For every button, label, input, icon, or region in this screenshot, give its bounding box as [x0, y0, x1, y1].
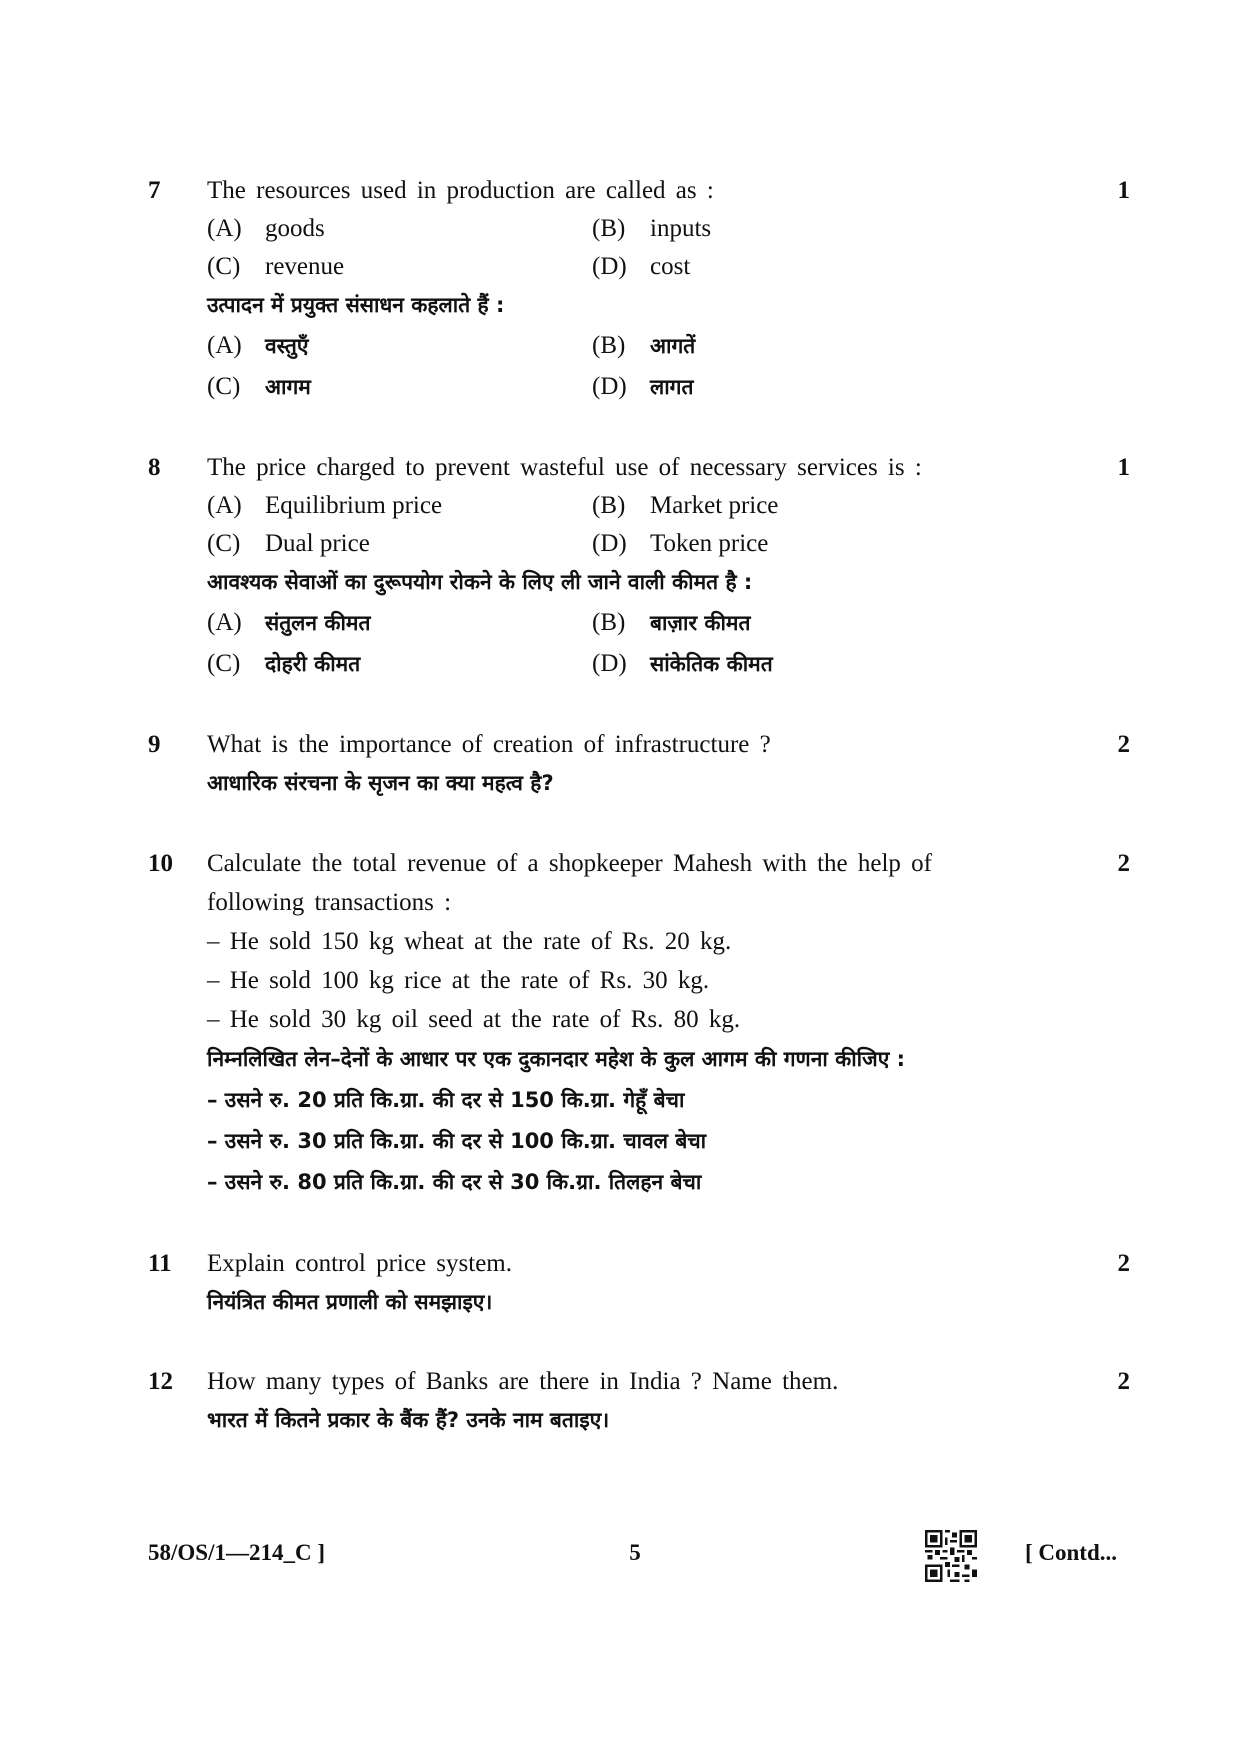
question-marks: 2: [1117, 731, 1130, 758]
question-marks: 2: [1117, 1250, 1130, 1277]
question-marks: 2: [1117, 850, 1130, 877]
option-label: (D): [592, 373, 627, 400]
question-number: 8: [148, 454, 161, 481]
option-text: संतुलन कीमत: [265, 611, 371, 635]
question-text-en: Calculate the total revenue of a shopkeeper Mahesh with the help of: [207, 850, 933, 877]
option-b-hi: [592, 608, 750, 638]
paper-code: 58/OS/1—214_C ]: [148, 1540, 325, 1565]
option-label: (B): [592, 609, 626, 636]
option-label: (A): [207, 332, 242, 359]
option-label: (B): [592, 492, 626, 519]
option-text: लागत: [650, 375, 694, 399]
question-text-hi: नियंत्रित कीमत प्रणाली को समझाइए।: [207, 1290, 493, 1314]
page-footer: [0, 1538, 1240, 1578]
option-d-en: [592, 529, 768, 559]
option-label: (C): [207, 373, 241, 400]
option-c-hi: [207, 649, 360, 679]
option-a-hi: [207, 331, 308, 361]
question-marks: 2: [1117, 1368, 1130, 1395]
option-text: goods: [265, 215, 325, 242]
question-text-hi: आवश्यक सेवाओं का दुरूपयोग रोकने के लिए ली जाने वाली कीमत है :: [207, 570, 753, 594]
option-c-en: [207, 529, 370, 559]
option-a-en: [207, 214, 325, 244]
option-label: (C): [207, 530, 241, 557]
qr-code-icon: [925, 1530, 977, 1582]
option-b-en: [592, 214, 711, 244]
option-text: Market price: [650, 492, 779, 519]
transaction-item-en: – He sold 150 kg wheat at the rate of Rs. 20 kg.: [207, 928, 732, 955]
question-text-en: How many types of Banks are there in India ? Name them.: [207, 1368, 839, 1395]
question-text-en: Explain control price system.: [207, 1250, 512, 1277]
option-label: (B): [592, 215, 626, 242]
question-text-en: The resources used in production are called as :: [207, 177, 714, 204]
question-text-hi: भारत में कितने प्रकार के बैंक हैं? उनके नाम बताइए।: [207, 1408, 610, 1432]
option-text: आगम: [265, 375, 311, 399]
question-text-en: following transactions :: [207, 889, 452, 916]
question-text-hi: निम्नलिखित लेन–देनों के आधार पर एक दुकानदार महेश के कुल आगम की गणना कीजिए :: [207, 1047, 906, 1071]
question-number: 7: [148, 177, 161, 204]
option-d-en: [592, 252, 690, 282]
question-text-en: The price charged to prevent wasteful use of necessary services is :: [207, 454, 922, 481]
transaction-item-hi: – उसने रु. 80 प्रति कि.ग्रा. की दर से 30 कि.ग्रा. तिलहन बेचा: [207, 1170, 702, 1194]
question-number: 9: [148, 731, 161, 758]
question-text-hi: आधारिक संरचना के सृजन का क्या महत्व है?: [207, 771, 554, 795]
option-text: Dual price: [265, 530, 370, 557]
option-text: आगतें: [650, 334, 696, 358]
option-label: (C): [207, 253, 241, 280]
page-number: 5: [629, 1540, 641, 1565]
option-c-en: [207, 252, 344, 282]
option-text: inputs: [650, 215, 712, 242]
option-label: (C): [207, 650, 241, 677]
option-text: दोहरी कीमत: [265, 652, 361, 676]
option-b-hi: [592, 331, 695, 361]
option-text: cost: [650, 253, 691, 280]
continued-label: [ Contd...: [1025, 1540, 1118, 1565]
option-a-hi: [207, 608, 370, 638]
option-label: (B): [592, 332, 626, 359]
option-text: Equilibrium price: [265, 492, 443, 519]
transaction-item-hi: – उसने रु. 30 प्रति कि.ग्रा. की दर से 100 कि.ग्रा. चावल बेचा: [207, 1129, 707, 1153]
option-label: (A): [207, 215, 242, 242]
transaction-item-hi: – उसने रु. 20 प्रति कि.ग्रा. की दर से 150 कि.ग्रा. गेहूँ बेचा: [207, 1088, 685, 1112]
option-text: बाज़ार कीमत: [650, 611, 751, 635]
option-label: (A): [207, 492, 242, 519]
option-label: (D): [592, 650, 627, 677]
transaction-item-en: – He sold 100 kg rice at the rate of Rs. 30 kg.: [207, 967, 710, 994]
question-text-en: What is the importance of creation of infrastructure ?: [207, 731, 771, 758]
transaction-item-en: – He sold 30 kg oil seed at the rate of Rs. 80 kg.: [207, 1006, 741, 1033]
option-a-en: [207, 491, 442, 521]
question-number: 10: [148, 850, 173, 877]
option-text: revenue: [265, 253, 345, 280]
question-marks: 1: [1117, 177, 1130, 204]
option-d-hi: [592, 649, 773, 679]
option-text: वस्तुएँ: [265, 334, 309, 358]
option-text: Token price: [650, 530, 769, 557]
option-d-hi: [592, 372, 693, 402]
option-b-en: [592, 491, 778, 521]
option-label: (D): [592, 530, 627, 557]
question-number: 12: [148, 1368, 173, 1395]
option-text: सांकेतिक कीमत: [650, 652, 773, 676]
option-label: (A): [207, 609, 242, 636]
question-marks: 1: [1117, 454, 1130, 481]
question-text-hi: उत्पादन में प्रयुक्त संसाधन कहलाते हैं :: [207, 293, 505, 317]
option-c-hi: [207, 372, 311, 402]
question-number: 11: [148, 1250, 172, 1277]
option-label: (D): [592, 253, 627, 280]
